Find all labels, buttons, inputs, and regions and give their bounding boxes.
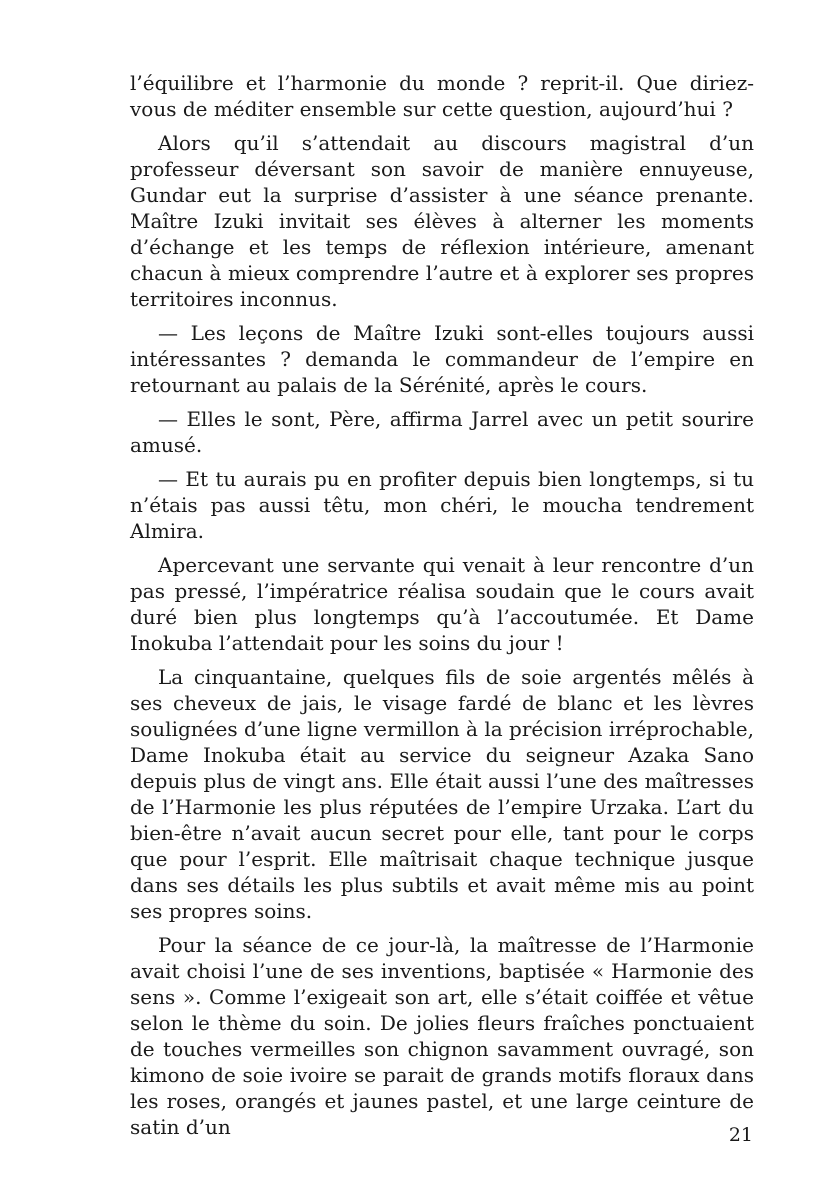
paragraph: La cinquantaine, quelques fils de soie argentés mêlés à ses cheveux de jais, le visage fardé de blanc et les lèvres soulignées d’une ligne vermillon à la précision irréprochable, Dame Inokuba était au service du seigneur Azaka Sano depuis plus de vingt ans. Elle était aussi l’une des maîtresses de l’Harmonie les plus réputées de l’empire Urzaka. L’art du bien-être n’avait aucun secret pour elle, tant pour le corps que pour l’esprit. Elle maîtrisait chaque technique jusque dans ses détails les plus subtils et avait même mis au point ses propres soins. (130, 665, 754, 923)
dialogue-paragraph: — Les leçons de Maître Izuki sont-elles toujours aussi intéressantes ? demanda le commandeur de l’empire en retournant au palais de la Sérénité, après le cours. (130, 321, 754, 397)
dialogue-paragraph: — Et tu aurais pu en profiter depuis bien longtemps, si tu n’étais pas aussi têtu, mon chéri, le moucha tendrement Almira. (130, 467, 754, 543)
paragraph: Apercevant une servante qui venait à leur rencontre d’un pas pressé, l’impératrice réalisa soudain que le cours avait duré bien plus longtemps qu’à l’accoutumée. Et Dame Inokuba l’attendait pour les soins du jour ! (130, 553, 754, 655)
paragraph: Pour la séance de ce jour-là, la maîtresse de l’Harmonie avait choisi l’une de ses inventions, baptisée « Harmonie des sens ». Comme l’exigeait son art, elle s’était coiffée et vêtue selon le thème du soin. De jolies fleurs fraîches ponctuaient de touches vermeilles son chignon savamment ouvragé, son kimono de soie ivoire se parait de grands motifs floraux dans les roses, orangés et jaunes pastel, et une large ceinture de satin d’un (130, 933, 754, 1139)
page-number: 21 (728, 1124, 753, 1146)
paragraph-continuation: l’équilibre et l’harmonie du monde ? reprit-il. Que diriez-vous de méditer ensemble sur cette question, aujourd’hui ? (130, 71, 754, 121)
paragraph: Alors qu’il s’attendait au discours magistral d’un professeur déversant son savoir de manière ennuyeuse, Gundar eut la surprise d’assister à une séance prenante. Maître Izuki invitait ses élèves à alterner les moments d’échange et les temps de réflexion intérieure, amenant chacun à mieux comprendre l’autre et à explorer ses propres territoires inconnus. (130, 131, 754, 311)
dialogue-paragraph: — Elles le sont, Père, affirma Jarrel avec un petit sourire amusé. (130, 407, 754, 457)
body-text (130, 70, 754, 1148)
